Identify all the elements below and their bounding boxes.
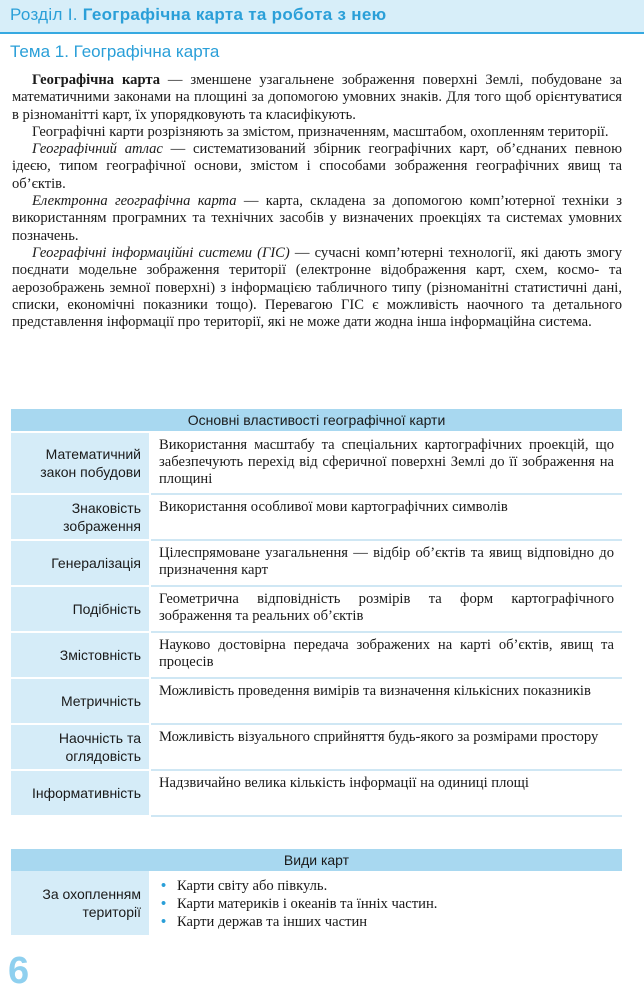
table-row — [11, 771, 622, 817]
list-item-text: Карти держав та інших частин — [177, 914, 368, 930]
list-item-text: Карти світу або півкуль. — [177, 878, 328, 894]
property-description: Цілеспрямоване узагальнення — відбір об’єктів та явищ відповідно до призначення карт — [151, 541, 622, 587]
property-description: Надзвичайно велика кількість інформації на одиниці площі — [151, 771, 622, 817]
table-row — [11, 633, 622, 679]
definition-text: — карта, складена за допомогою комп’ютерної техніки з використанням програмних та технічних засобів у визначених проекціях та системах умовних позначень. — [12, 193, 622, 244]
table-row — [11, 679, 622, 725]
list-item-text: Карти материків і океанів та їнніх частин. — [177, 896, 438, 912]
properties-table-header: Основні властивості географічної карти — [11, 409, 622, 433]
list-item — [161, 913, 614, 931]
bullet-icon: • — [161, 914, 167, 930]
bullet-icon: • — [161, 878, 167, 894]
paragraph-text: Географічні карти розрізняють за змістом, призначенням, масштабом, охопленням території. — [32, 123, 609, 140]
term-atlas: Географічний атлас — [32, 141, 163, 158]
body-text — [12, 72, 622, 331]
section-prefix: Розділ І. — [10, 5, 78, 24]
list-item — [161, 895, 614, 913]
property-label: Змістовність — [11, 633, 151, 679]
kinds-list — [161, 877, 614, 931]
property-description: Використання особливої мови картографічних символів — [151, 495, 622, 541]
term-gis: Географічні інформаційні системи (ГІС) — [32, 244, 290, 261]
definition-text: — систематизований збірник географічних карт, об’єднаних певною ідеєю, типом географічної основи, змістом і способами зображення географічних явищ та об’єктів. — [12, 141, 622, 192]
list-item — [161, 877, 614, 895]
term-electronic-map: Електронна географічна карта — [32, 193, 237, 210]
topic-title: Тема 1. Географічна карта — [10, 42, 220, 61]
paragraph-map-definition — [12, 72, 622, 124]
map-properties-table — [11, 409, 622, 817]
property-label: Інформативність — [11, 771, 151, 817]
definition-text: — сучасні комп’ютерні технології, які дають змогу поєднати модельне зображення території (електронне відображення карт, схем, космо- та аерозображень земної поверхні) з інформацією табличного типу (різноманітні статистичні дані, списки, економічні показники тощо). Перевагою ГІС є можливість наочного та детального представлення інформації про території, які не може дати жодна інша інформаційна система. — [12, 244, 622, 331]
table-row — [11, 725, 622, 771]
property-label: Знаковість зображення — [11, 495, 151, 541]
paragraph-atlas — [12, 141, 622, 193]
table-row — [11, 541, 622, 587]
property-label: Метричність — [11, 679, 151, 725]
kinds-table-header: Види карт — [11, 849, 622, 871]
property-description: Можливість візуального сприйняття будь-якого за розмірами простору — [151, 725, 622, 771]
map-kinds-table — [11, 849, 622, 935]
definition-text: — зменшене узагальнене зображення поверхні Землі, побудоване за математичними законами на площині за допомогою умовних знаків. Для того щоб орієнтуватися в різноманітті карт, їх упорядковують та класифікують. — [12, 72, 622, 123]
paragraph-gis — [12, 245, 622, 331]
table-row — [11, 495, 622, 541]
paragraph-map-types — [12, 124, 622, 141]
kinds-label: За охопленням території — [11, 871, 151, 935]
term-geographic-map: Географічна карта — [32, 72, 161, 88]
table-row — [11, 587, 622, 633]
table-row — [11, 433, 622, 495]
section-title: Географічна карта та робота з нею — [82, 5, 387, 24]
property-description: Використання масштабу та спеціальних картографічних проекцій, що забезпечують перехід від сферичної поверхні Землі до її зображення на площині — [151, 433, 622, 495]
section-header — [0, 0, 644, 34]
property-description: Геометрична відповідність розмірів та форм картографічного зображення та реальних об’єктів — [151, 587, 622, 633]
section-heading — [10, 5, 386, 25]
bullet-icon: • — [161, 896, 167, 912]
page-number: 6 — [8, 950, 30, 992]
paragraph-electronic-map — [12, 193, 622, 245]
property-label: Наочність та оглядовість — [11, 725, 151, 771]
property-label: Математичний закон побудови — [11, 433, 151, 495]
property-label: Подібність — [11, 587, 151, 633]
kinds-list-cell — [151, 871, 622, 935]
table-row — [11, 871, 622, 935]
property-label: Генералізація — [11, 541, 151, 587]
property-description: Можливість проведення вимірів та визначення кількісних показників — [151, 679, 622, 725]
property-description: Науково достовірна передача зображених на карті об’єктів, явищ та процесів — [151, 633, 622, 679]
